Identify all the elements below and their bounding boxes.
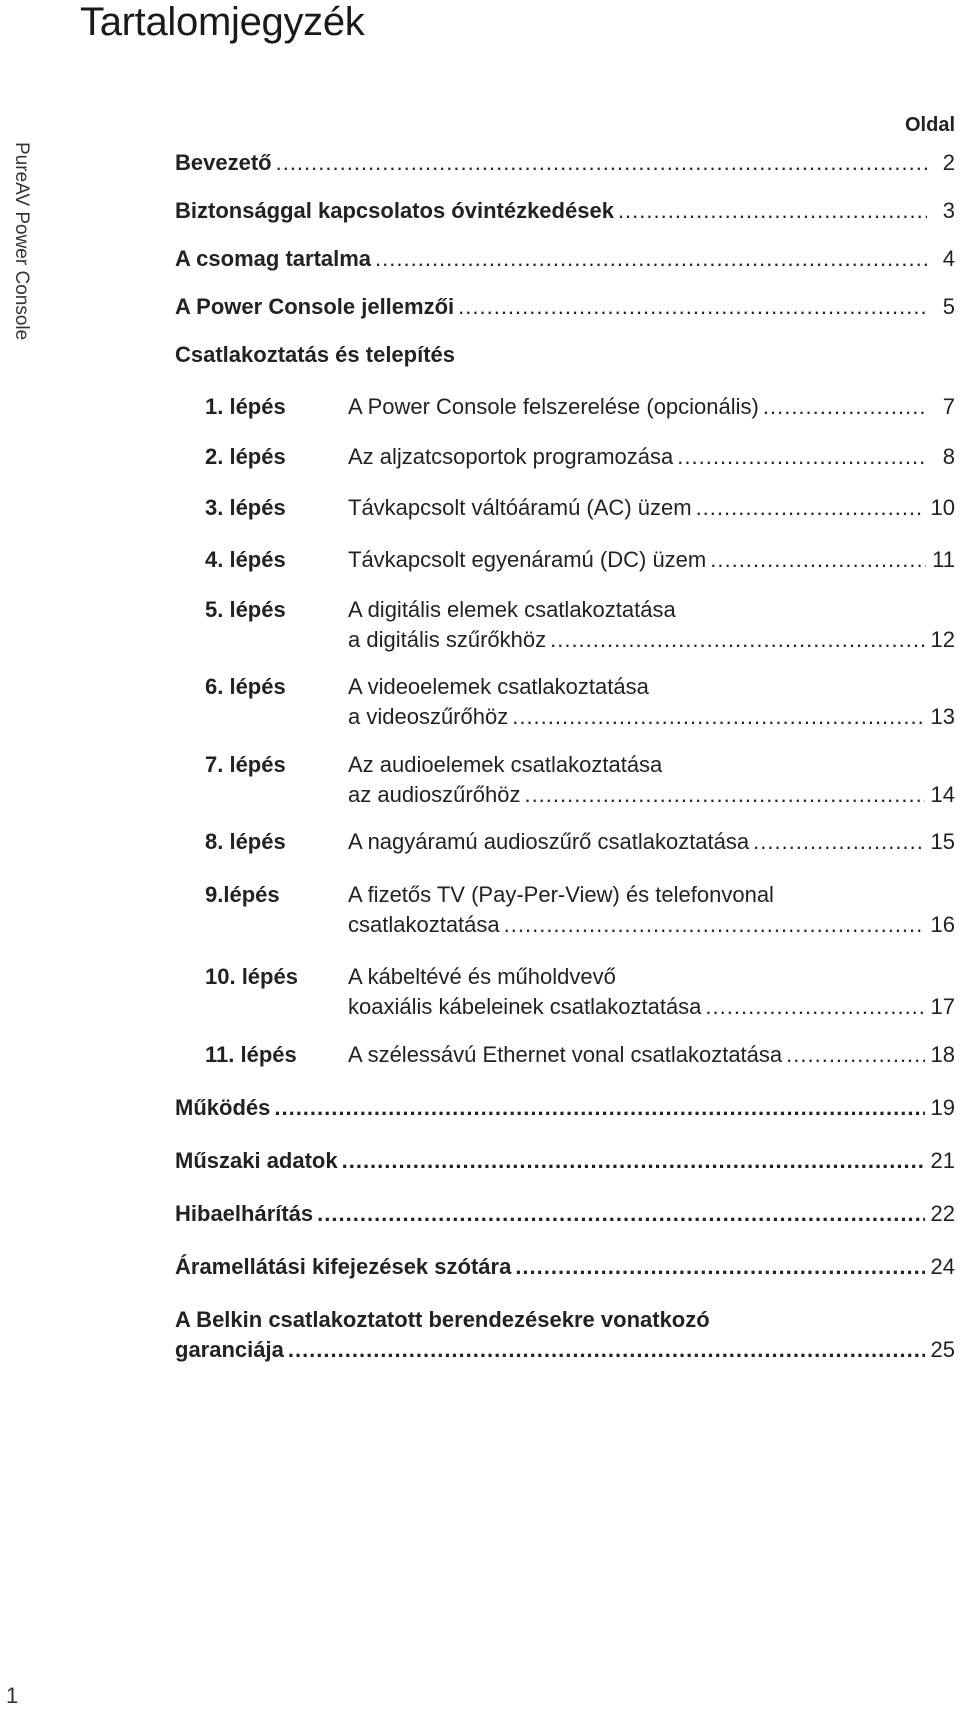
toc-entry-label: Áramellátási kifejezések szótára — [175, 1254, 512, 1279]
dot-leader — [317, 1199, 924, 1229]
dot-leader — [524, 780, 924, 810]
toc-entry-label: Biztonsággal kapcsolatos óvintézkedések — [175, 198, 614, 223]
toc-entry[interactable] — [175, 1146, 955, 1176]
step-title-continued: a digitális szűrőkhöz — [348, 627, 547, 652]
step-title-continued: koaxiális kábeleinek csatlakoztatása — [348, 994, 702, 1019]
step-title: Távkapcsolt egyenáramú (DC) üzem — [348, 547, 707, 572]
toc-step-entry[interactable] — [205, 750, 955, 810]
dot-leader — [710, 545, 926, 575]
toc-step-entry[interactable] — [205, 672, 955, 732]
toc-entry[interactable] — [175, 1305, 955, 1365]
step-label: 4. lépés — [205, 547, 286, 572]
page-title: Tartalomjegyzék — [80, 0, 365, 44]
toc-entry-label: Bevezető — [175, 150, 272, 175]
toc-entry-page: 7 — [942, 394, 955, 419]
toc-entry-page: 24 — [930, 1254, 955, 1279]
toc-entry[interactable] — [175, 1252, 955, 1282]
toc-entry-label: Csatlakoztatás és telepítés — [175, 342, 456, 367]
dot-leader — [550, 625, 924, 655]
step-title: A videoelemek csatlakoztatása — [348, 674, 649, 699]
toc-entry-page: 3 — [942, 198, 955, 223]
toc-step-entry[interactable] — [205, 595, 955, 655]
toc-entry-label-continued: garanciája — [175, 1337, 284, 1362]
step-label: 9.lépés — [205, 882, 280, 907]
step-label: 8. lépés — [205, 829, 286, 854]
step-title: Távkapcsolt váltóáramú (AC) üzem — [348, 495, 692, 520]
toc-section-heading[interactable] — [175, 340, 955, 370]
page-column-header: Oldal — [905, 114, 956, 136]
toc-entry[interactable] — [175, 148, 955, 178]
toc-entry-label: Működés — [175, 1095, 271, 1120]
step-title: Az aljzatcsoportok programozása — [348, 444, 674, 469]
toc-entry-page: 18 — [930, 1042, 955, 1067]
toc-entry-page: 25 — [930, 1337, 955, 1362]
dot-leader — [276, 148, 927, 178]
dot-leader — [786, 1040, 924, 1070]
toc-entry-label: A Belkin csatlakoztatott berendezésekre vonatkozó — [175, 1307, 710, 1332]
dot-leader — [342, 1146, 925, 1176]
toc-entry-page: 21 — [930, 1148, 955, 1173]
step-title: A Power Console felszerelése (opcionális) — [348, 394, 759, 419]
step-title-continued: a videoszűrőhöz — [348, 704, 509, 729]
toc-step-entry[interactable] — [205, 880, 955, 940]
dot-leader — [288, 1335, 925, 1365]
toc-entry-page: 10 — [930, 495, 955, 520]
step-title: A nagyáramú audioszűrő csatlakoztatása — [348, 829, 750, 854]
step-title: A kábeltévé és műholdvevő — [348, 964, 616, 989]
toc-entry[interactable] — [175, 244, 955, 274]
dot-leader — [515, 1252, 924, 1282]
toc-step-entry[interactable] — [205, 442, 955, 472]
step-label: 6. lépés — [205, 674, 286, 699]
toc-entry-page: 15 — [930, 829, 955, 854]
dot-leader — [512, 702, 924, 732]
toc-entry-page: 16 — [930, 912, 955, 937]
step-title: A digitális elemek csatlakoztatása — [348, 597, 676, 622]
dot-leader — [504, 910, 925, 940]
toc-entry-label: Hibaelhárítás — [175, 1201, 314, 1226]
toc-entry-page: 14 — [930, 782, 955, 807]
toc-entry-page: 5 — [942, 294, 955, 319]
toc-entry-label: A Power Console jellemzői — [175, 294, 455, 319]
toc-step-entry[interactable] — [205, 392, 955, 422]
step-label: 5. lépés — [205, 597, 286, 622]
toc-entry-page: 19 — [930, 1095, 955, 1120]
toc-step-entry[interactable] — [205, 493, 955, 523]
step-title-continued: az audioszűrőhöz — [348, 782, 521, 807]
toc-step-entry[interactable] — [205, 545, 955, 575]
dot-leader — [677, 442, 927, 472]
dot-leader — [274, 1093, 924, 1123]
step-title: A fizetős TV (Pay-Per-View) és telefonvonal — [348, 882, 774, 907]
toc-entry[interactable] — [175, 196, 955, 226]
step-label: 11. lépés — [205, 1042, 297, 1067]
step-title-continued: csatlakoztatása — [348, 912, 500, 937]
toc-entry-page: 13 — [930, 704, 955, 729]
toc-entry-page: 22 — [930, 1201, 955, 1226]
toc-entry-page: 4 — [942, 246, 955, 271]
step-title: Az audioelemek csatlakoztatása — [348, 752, 663, 777]
dot-leader — [705, 992, 924, 1022]
dot-leader — [753, 827, 924, 857]
dot-leader — [763, 392, 927, 422]
toc-entry[interactable] — [175, 1093, 955, 1123]
toc-entry-page: 11 — [932, 547, 955, 572]
dot-leader — [458, 292, 927, 322]
dot-leader — [696, 493, 925, 523]
toc-step-entry[interactable] — [205, 827, 955, 857]
toc-entry[interactable] — [175, 292, 955, 322]
dot-leader — [618, 196, 927, 226]
toc-step-entry[interactable] — [205, 1040, 955, 1070]
toc-step-entry[interactable] — [205, 962, 955, 1022]
step-title: A szélessávú Ethernet vonal csatlakoztatása — [348, 1042, 783, 1067]
step-label: 2. lépés — [205, 444, 286, 469]
step-label: 7. lépés — [205, 752, 286, 777]
toc-entry-page: 2 — [942, 150, 955, 175]
step-label: 10. lépés — [205, 964, 298, 989]
toc-entry-page: 17 — [930, 994, 955, 1019]
toc-entry[interactable] — [175, 1199, 955, 1229]
step-label: 1. lépés — [205, 394, 286, 419]
step-label: 3. lépés — [205, 495, 286, 520]
toc-entry-label: A csomag tartalma — [175, 246, 372, 271]
page-number: 1 — [6, 1683, 19, 1708]
dot-leader — [375, 244, 927, 274]
toc-entry-label: Műszaki adatok — [175, 1148, 338, 1173]
toc-entry-page: 12 — [930, 627, 955, 652]
toc-entry-page: 8 — [942, 444, 955, 469]
side-product-label: PureAV Power Console — [11, 142, 32, 341]
